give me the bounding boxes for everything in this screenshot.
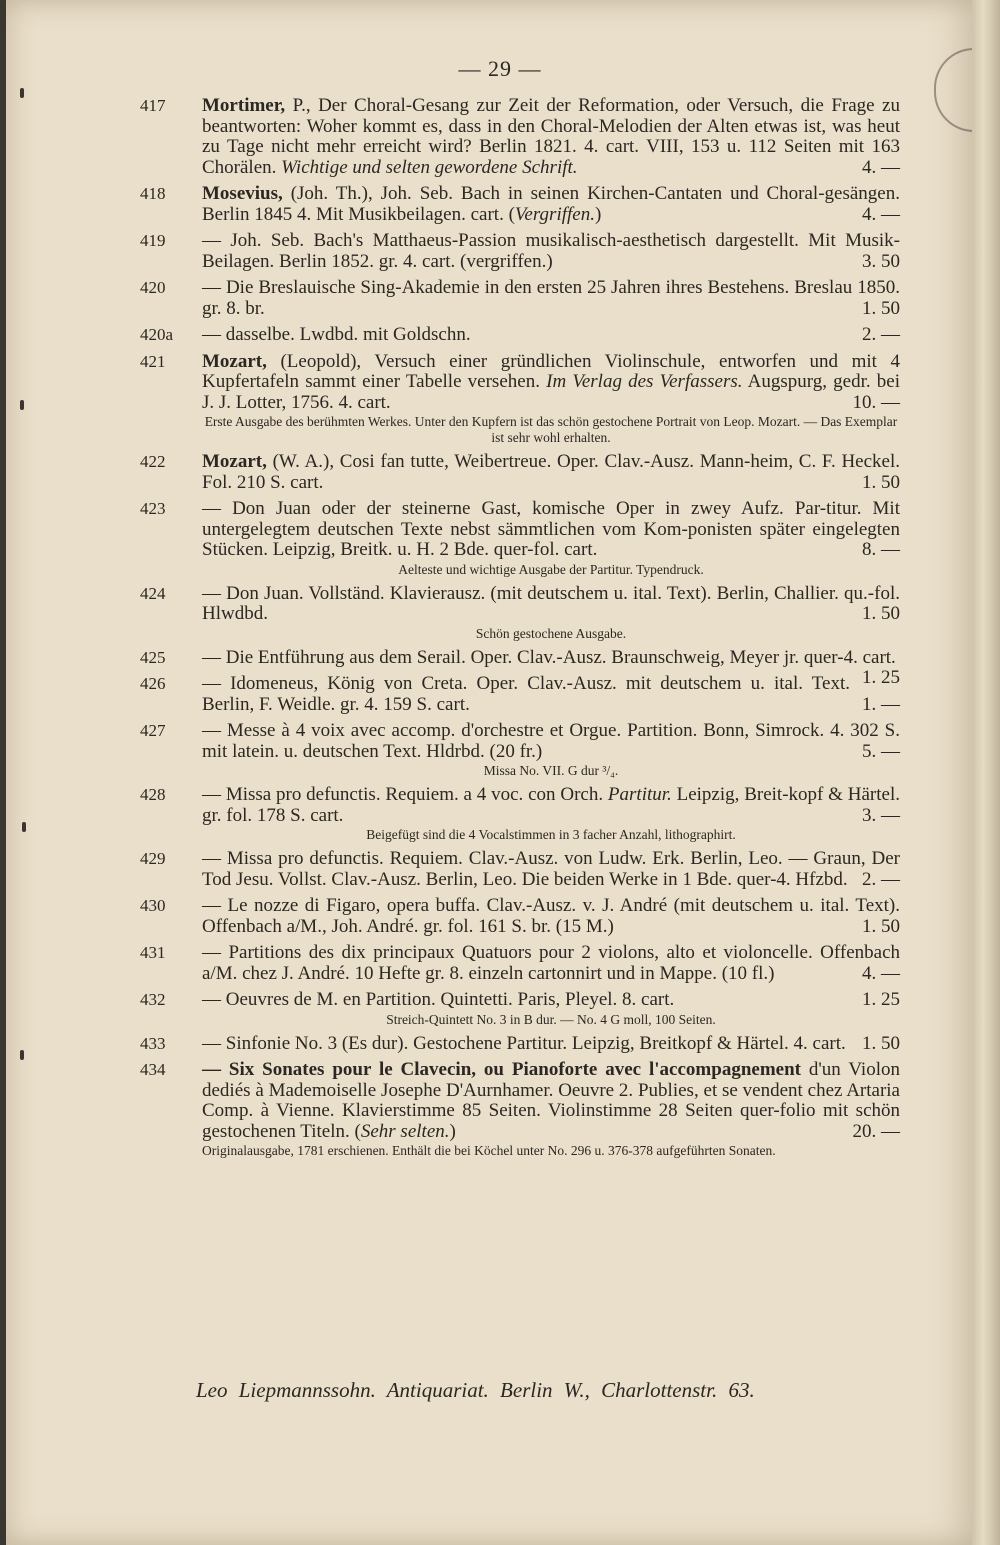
entry-price: 4. —: [862, 203, 900, 225]
entry-price: 3. —: [862, 804, 900, 826]
catalog-entry: [140, 674, 900, 715]
entry-number: 417: [140, 96, 166, 115]
catalog-entry: [140, 849, 900, 890]
entry-author: Mozart,: [202, 451, 267, 472]
entry-price: 2. —: [862, 868, 900, 890]
entry-number: 420: [140, 278, 166, 297]
catalog-entry: [140, 452, 900, 493]
entry-description: — Idomeneus, König von Creta. Oper. Clav.-Ausz. mit deutschem u. ital. Text. Berlin, F. Weidle. gr. 4. 159 S. cart.: [202, 673, 850, 715]
entry-price: 1. 50: [862, 603, 900, 624]
entry-description: — Missa pro defunctis. Requiem. a 4 voc. con Orch.: [202, 784, 608, 805]
entry-footnote: Originalausgabe, 1781 erschienen. Enthält die bei Köchel unter No. 296 u. 376-378 aufgeführten Sonaten.: [202, 1143, 776, 1158]
entry-description: (Joh. Th.), Joh. Seb. Bach in seinen Kirchen-Cantaten und Choral-gesängen. Berlin 1845 4. Mit Musikbeilagen. cart. (: [202, 183, 900, 225]
binding-mark: [20, 1050, 24, 1060]
entry-description: — Messe à 4 voix avec accomp. d'orchestre et Orgue. Partition. Bonn, Simrock. 4. 302 S. mit latein. u. deutschen Text. Hldrbd. (20 fr.): [202, 720, 900, 762]
entry-text: [202, 1034, 900, 1055]
entry-number: 419: [140, 231, 166, 250]
catalog-entries: [140, 96, 900, 1165]
entry-description: — Missa pro defunctis. Requiem. Clav.-Ausz. von Ludw. Erk. Berlin, Leo. — Graun, Der Tod Jesu. Vollst. Clav.-Ausz. Berlin, Leo. Die beiden Werke in 1 Bde. quer-4. Hfzbd.: [202, 848, 900, 890]
entry-number: 428: [140, 785, 166, 804]
entry-italic-note: Partitur.: [607, 784, 672, 805]
entry-author: Mortimer,: [202, 95, 286, 116]
entry-footnote: Erste Ausgabe des berühmten Werkes. Unter den Kupfern ist das schön gestochene Portrait von Leop. Mozart. — Das Exemplar ist sehr wohl erhalten.: [204, 414, 898, 445]
entry-price: 1. 50: [862, 1032, 900, 1054]
binding-mark: [22, 822, 26, 832]
page-number: — 29 —: [458, 56, 542, 81]
entry-text: [202, 452, 900, 493]
entry-text: [202, 325, 900, 346]
entry-description: (W. A.), Cosi fan tutte, Weibertreue. Oper. Clav.-Ausz. Mann-heim, C. F. Heckel. Fol. 210 S. cart.: [202, 451, 900, 493]
entry-text: [202, 278, 900, 319]
entry-footnote: Missa No. VII. G dur ³/₄.: [483, 763, 619, 778]
entry-text: [202, 721, 900, 762]
entry-description: d'un Violon dediés à Mademoiselle Josephe D'Aurnhamer. Oeuvre 2. Publies, et se vendent chez Artaria Comp. à Vienne. Klavierstimme 85 Seiten. Violinstimme 28 Seiten quer-folio mit schön gestochenen Titeln. (: [202, 1059, 900, 1142]
entry-number: 421: [140, 351, 166, 371]
entry-text: [202, 896, 900, 937]
entry-number: 423: [140, 499, 166, 518]
entry-text: [202, 943, 900, 984]
entry-italic-note: Wichtige und selten gewordene Schrift.: [281, 156, 578, 178]
entry-price: 1. 25: [862, 989, 900, 1010]
entry-price: 4. —: [862, 156, 900, 178]
entry-description: — dasselbe. Lwdbd. mit Goldschn.: [202, 324, 471, 345]
entry-description: — Don Juan. Vollständ. Klavierausz. (mit deutschem u. ital. Text). Berlin, Challier. qu.-fol. Hlwdbd.: [202, 582, 900, 624]
entry-price: 4. —: [862, 962, 900, 984]
entry-author: Mosevius,: [202, 183, 283, 204]
entry-number: 426: [140, 674, 166, 693]
entry-footnote: Schön gestochene Ausgabe.: [475, 625, 627, 641]
entry-price: 1. 50: [862, 297, 900, 319]
catalog-entry: [140, 990, 900, 1028]
entry-number: 429: [140, 849, 166, 868]
entry-price: 8. —: [862, 539, 900, 560]
catalog-entry: [140, 943, 900, 984]
entry-description: — Don Juan oder der steinerne Gast, komische Oper in zwey Aufz. Par-titur. Mit untergelegtem deutschen Texte nebst sämmtlichen vom Kom-ponisten später eingelegten Stücken. Leipzig, Breitk. u. H. 2 Bde. quer-fol. cart.: [202, 498, 900, 560]
entry-number: 433: [140, 1033, 166, 1053]
entry-footnote: Beigefügt sind die 4 Vocalstimmen in 3 facher Anzahl, lithographirt.: [366, 827, 736, 842]
entry-italic-note: Im Verlag des Verfassers.: [546, 371, 743, 392]
entry-number: 432: [140, 990, 166, 1009]
binding-mark: [20, 88, 24, 98]
entry-description-cont: ): [449, 1120, 456, 1142]
publisher-footer: Leo Liepmannssohn. Antiquariat. Berlin W., Charlottenstr. 63.: [196, 1378, 755, 1402]
entry-number: 420a: [140, 325, 174, 344]
entry-number: 424: [140, 583, 166, 603]
entry-text: [202, 352, 900, 414]
catalog-entry: [140, 1060, 900, 1159]
entry-number: 431: [140, 943, 166, 962]
entry-description: — Joh. Seb. Bach's Matthaeus-Passion musikalisch-aesthetisch dargestellt. Mit Musik-Beilagen. Berlin 1852. gr. 4. cart. (vergriffen.): [202, 230, 900, 272]
entry-text: [202, 499, 900, 561]
catalog-entry: [140, 231, 900, 272]
catalog-entry: [140, 278, 900, 319]
entry-number: 425: [140, 647, 166, 667]
entry-description: (Leopold), Versuch einer gründlichen Violinschule, entworfen und mit 4 Kupfertafeln sammt einer Tabelle versehen.: [202, 350, 900, 392]
entry-price: 1. 50: [862, 915, 900, 937]
catalog-entry: [140, 499, 900, 578]
catalog-entry: [140, 721, 900, 779]
binding-mark: [20, 400, 24, 410]
entry-text: [202, 184, 900, 225]
entry-number: 434: [140, 1060, 166, 1079]
catalog-entry: [140, 896, 900, 937]
entry-price: 2. —: [862, 324, 900, 345]
entry-description-cont: Augspurg, gedr. bei J. J. Lotter, 1756. 4. cart.: [202, 371, 900, 413]
catalog-entry: [140, 96, 900, 178]
entry-description-cont: ): [594, 203, 602, 225]
entry-text: [202, 990, 900, 1011]
entry-description: — Partitions des dix principaux Quatuors pour 2 violons, alto et violoncelle. Offenbach a/M. chez J. André. 10 Hefte gr. 8. einzeln cartonnirt und in Mappe. (10 fl.): [202, 942, 900, 984]
entry-text: [202, 231, 900, 272]
entry-italic-note: Sehr selten.: [360, 1120, 450, 1142]
entry-text: [202, 646, 900, 688]
entry-price: 3. 50: [862, 250, 900, 272]
entry-number: 418: [140, 184, 166, 203]
entry-number: 427: [140, 721, 166, 740]
entry-text: [202, 96, 900, 178]
entry-description: P., Der Choral-Gesang zur Zeit der Reformation, oder Versuch, die Frage zu beantworten: Woher kommt es, dass in den Choral-Melodien der Alten etwas ist, was heut zu Tage nicht mehr erreicht wird? Berlin 1821. 4. cart. VIII, 153 u. 112 Seiten mit 163 Chorälen.: [202, 95, 900, 178]
catalog-entry: [140, 785, 900, 843]
entry-text: [202, 674, 900, 715]
entry-description: — Die Entführung aus dem Serail. Oper. Clav.-Ausz. Braunschweig, Meyer jr. quer-4. cart.: [202, 646, 896, 668]
entry-footnote: Streich-Quintett No. 3 in B dur. — No. 4 G moll, 100 Seiten.: [386, 1011, 716, 1027]
entry-author: — Six Sonates pour le Clavecin, ou Pianoforte avec l'accompagnement: [202, 1059, 801, 1080]
entry-price: 1. 50: [862, 471, 900, 493]
entry-text: [202, 849, 900, 890]
entry-text: [202, 785, 900, 826]
catalog-entry: [140, 584, 900, 642]
entry-price: 5. —: [862, 740, 900, 762]
entry-footnote: Aelteste und wichtige Ausgabe der Partitur. Typendruck.: [398, 561, 704, 577]
entry-description: — Le nozze di Figaro, opera buffa. Clav.-Ausz. v. J. André (mit deutschem u. ital. Text). Offenbach a/M., Joh. André. gr. fol. 161 S. br. (15 M.): [202, 895, 900, 937]
entry-description: — Die Breslauische Sing-Akademie in den ersten 25 Jahren ihres Bestehens. Breslau 1850. gr. 8. br.: [202, 277, 900, 319]
entry-price: 20. —: [852, 1120, 900, 1142]
entry-number: 422: [140, 452, 166, 471]
entry-description-cont: Leipzig, Breit-kopf & Härtel. gr. fol. 178 S. cart.: [202, 784, 900, 826]
catalog-entry: [140, 184, 900, 225]
entry-author: Mozart,: [202, 350, 267, 372]
entry-description: — Oeuvres de M. en Partition. Quintetti. Paris, Pleyel. 8. cart.: [202, 989, 675, 1010]
catalog-entry: [140, 325, 900, 346]
entry-price: 10. —: [852, 391, 900, 413]
catalog-entry: [140, 352, 900, 447]
page-edge: [972, 0, 1000, 1545]
entry-text: [202, 1060, 900, 1142]
entry-italic-note: Vergriffen.: [514, 203, 595, 225]
entry-number: 430: [140, 896, 166, 915]
entry-price: 1. —: [862, 693, 900, 715]
catalog-entry: [140, 1034, 900, 1055]
entry-price: 1. 25: [862, 667, 900, 688]
entry-text: [202, 584, 900, 625]
entry-description: — Sinfonie No. 3 (Es dur). Gestochene Partitur. Leipzig, Breitkopf & Härtel. 4. cart.: [202, 1032, 846, 1054]
